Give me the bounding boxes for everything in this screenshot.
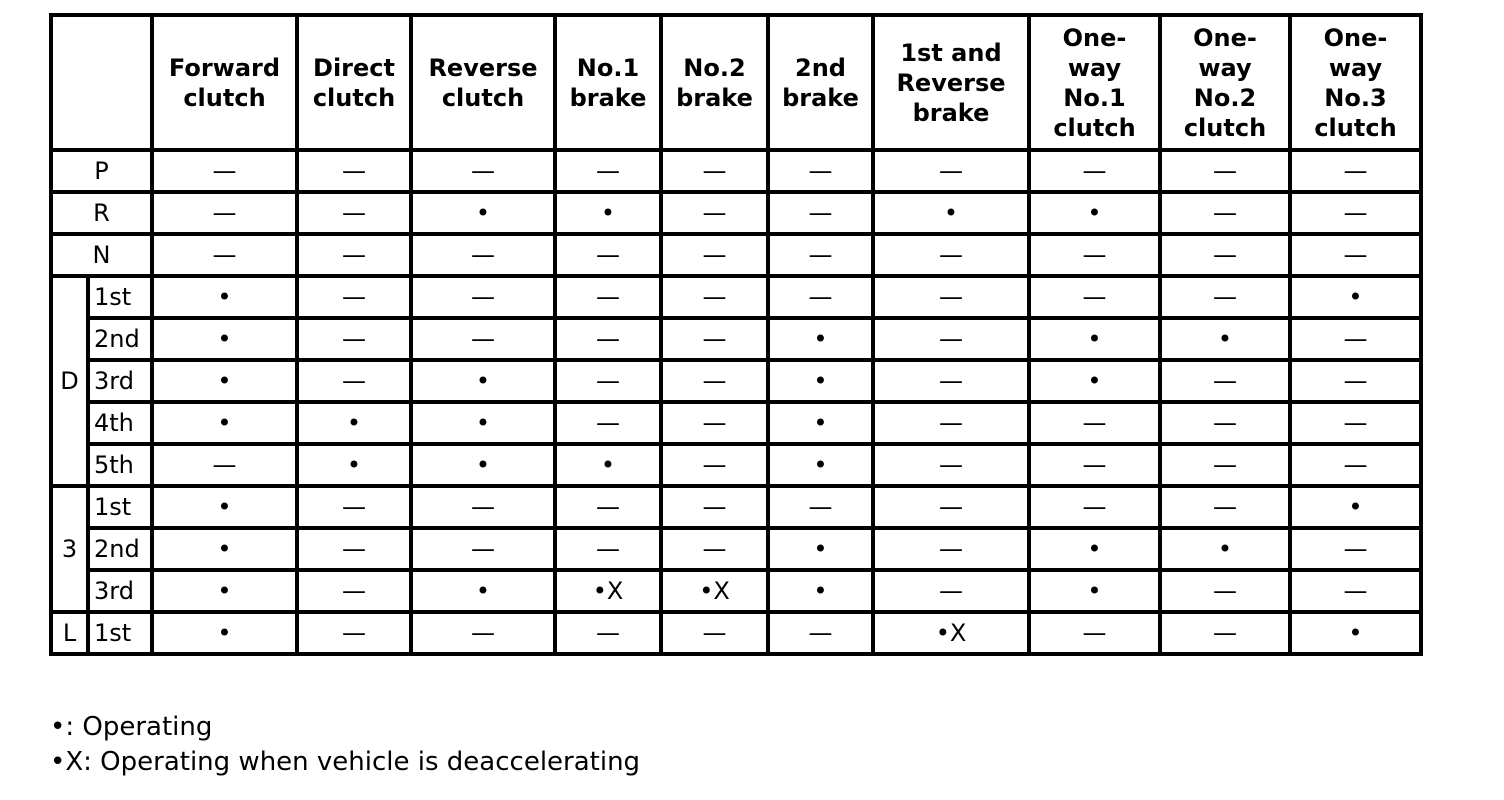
- range-label: R: [51, 192, 152, 234]
- column-header: [1029, 15, 1160, 150]
- status-cell: •: [1029, 192, 1160, 234]
- status-cell: —: [1160, 444, 1290, 486]
- status-cell: •: [152, 360, 297, 402]
- status-cell: —: [873, 528, 1029, 570]
- status-cell: —: [411, 234, 555, 276]
- status-cell: —: [1160, 486, 1290, 528]
- status-cell: —: [555, 234, 661, 276]
- status-cell: —: [873, 570, 1029, 612]
- status-cell: —: [555, 402, 661, 444]
- status-cell: —: [1160, 276, 1290, 318]
- column-header-text: 1st and Reverse brake: [896, 38, 1006, 127]
- status-cell: —: [661, 402, 768, 444]
- status-cell: —: [1160, 402, 1290, 444]
- status-cell: —: [152, 192, 297, 234]
- status-cell: •: [152, 612, 297, 654]
- status-cell: •: [1160, 318, 1290, 360]
- gear-label: 2nd: [88, 318, 152, 360]
- table-row: [51, 234, 1421, 276]
- status-cell: —: [873, 150, 1029, 192]
- table-row: [51, 570, 1421, 612]
- status-cell: •: [152, 402, 297, 444]
- status-cell: —: [1160, 192, 1290, 234]
- status-cell: —: [768, 486, 873, 528]
- status-cell: —: [1290, 444, 1421, 486]
- corner-cell: [51, 15, 152, 150]
- status-cell: —: [152, 444, 297, 486]
- status-cell: •X: [873, 612, 1029, 654]
- status-cell: —: [297, 192, 411, 234]
- status-cell: —: [152, 150, 297, 192]
- status-cell: •: [297, 402, 411, 444]
- table-row: [51, 360, 1421, 402]
- status-cell: —: [1160, 612, 1290, 654]
- status-cell: •: [152, 528, 297, 570]
- table-row: [51, 528, 1421, 570]
- gear-label: 1st: [88, 276, 152, 318]
- status-cell: —: [297, 612, 411, 654]
- column-header-text: No.2 brake: [676, 53, 753, 112]
- status-cell: —: [411, 486, 555, 528]
- gear-label: 3rd: [88, 570, 152, 612]
- status-cell: •: [873, 192, 1029, 234]
- status-cell: •: [152, 318, 297, 360]
- status-cell: —: [768, 234, 873, 276]
- table-row: [51, 276, 1421, 318]
- status-cell: —: [1029, 276, 1160, 318]
- gear-label: 4th: [88, 402, 152, 444]
- status-cell: —: [873, 276, 1029, 318]
- table-body: [51, 150, 1421, 654]
- status-cell: —: [661, 276, 768, 318]
- status-cell: —: [297, 318, 411, 360]
- status-cell: —: [555, 150, 661, 192]
- status-cell: —: [768, 192, 873, 234]
- gear-label: 3rd: [88, 360, 152, 402]
- column-header: [873, 15, 1029, 150]
- column-header-text: 2nd brake: [782, 53, 859, 112]
- column-header: [297, 15, 411, 150]
- range-group-label: 3: [51, 486, 88, 612]
- status-cell: —: [1160, 150, 1290, 192]
- status-cell: —: [873, 444, 1029, 486]
- column-header-text: One- way No.3 clutch: [1314, 23, 1397, 142]
- status-cell: —: [555, 612, 661, 654]
- status-cell: •: [1029, 570, 1160, 612]
- range-group-label: D: [51, 276, 88, 486]
- header-row: [51, 15, 1421, 150]
- status-cell: —: [873, 486, 1029, 528]
- status-cell: •X: [555, 570, 661, 612]
- status-cell: •: [768, 402, 873, 444]
- status-cell: —: [1290, 570, 1421, 612]
- gear-label: 1st: [88, 486, 152, 528]
- status-cell: —: [1029, 402, 1160, 444]
- status-cell: •: [411, 402, 555, 444]
- status-cell: —: [1290, 192, 1421, 234]
- status-cell: —: [411, 276, 555, 318]
- status-cell: •: [768, 528, 873, 570]
- status-cell: —: [1290, 402, 1421, 444]
- status-cell: —: [873, 360, 1029, 402]
- table-row: [51, 402, 1421, 444]
- column-header-text: One- way No.1 clutch: [1053, 23, 1136, 142]
- status-cell: •: [1160, 528, 1290, 570]
- status-cell: •: [555, 444, 661, 486]
- status-cell: —: [1290, 318, 1421, 360]
- status-cell: •: [1029, 318, 1160, 360]
- gear-label: 1st: [88, 612, 152, 654]
- range-label: N: [51, 234, 152, 276]
- status-cell: —: [411, 612, 555, 654]
- status-cell: —: [297, 360, 411, 402]
- status-cell: •: [1290, 612, 1421, 654]
- status-cell: —: [297, 486, 411, 528]
- status-cell: •: [152, 276, 297, 318]
- status-cell: •X: [661, 570, 768, 612]
- status-cell: •: [152, 486, 297, 528]
- status-cell: —: [661, 234, 768, 276]
- status-cell: —: [1290, 234, 1421, 276]
- table-row: [51, 150, 1421, 192]
- status-cell: —: [411, 528, 555, 570]
- status-cell: •: [555, 192, 661, 234]
- status-cell: —: [661, 360, 768, 402]
- status-cell: —: [1160, 360, 1290, 402]
- status-cell: •: [411, 360, 555, 402]
- status-cell: •: [1290, 486, 1421, 528]
- column-header-text: Direct clutch: [312, 53, 396, 112]
- column-header: [152, 15, 297, 150]
- table-row: [51, 192, 1421, 234]
- column-header-text: Reverse clutch: [428, 53, 538, 112]
- legend-operating: •: Operating: [50, 712, 213, 742]
- column-header: [1290, 15, 1421, 150]
- status-cell: —: [1029, 444, 1160, 486]
- operation-table: [49, 13, 1423, 656]
- gear-label: 5th: [88, 444, 152, 486]
- status-cell: —: [661, 192, 768, 234]
- status-cell: —: [661, 528, 768, 570]
- status-cell: —: [1290, 528, 1421, 570]
- status-cell: —: [411, 318, 555, 360]
- status-cell: •: [1290, 276, 1421, 318]
- gear-label: 2nd: [88, 528, 152, 570]
- table-row: [51, 444, 1421, 486]
- column-header-text: No.1 brake: [569, 53, 647, 112]
- status-cell: •: [768, 570, 873, 612]
- range-label: P: [51, 150, 152, 192]
- status-cell: —: [873, 234, 1029, 276]
- status-cell: •: [768, 360, 873, 402]
- range-group-label: L: [51, 612, 88, 654]
- status-cell: —: [661, 318, 768, 360]
- status-cell: —: [411, 150, 555, 192]
- status-cell: —: [1029, 150, 1160, 192]
- table-row: [51, 486, 1421, 528]
- status-cell: —: [1160, 570, 1290, 612]
- status-cell: —: [555, 360, 661, 402]
- legend-deaccelerating: •X: Operating when vehicle is deaccelerating: [50, 747, 641, 777]
- status-cell: •: [411, 192, 555, 234]
- column-header: [661, 15, 768, 150]
- status-cell: —: [873, 402, 1029, 444]
- status-cell: •: [768, 318, 873, 360]
- status-cell: —: [661, 486, 768, 528]
- status-cell: •: [768, 444, 873, 486]
- status-cell: •: [411, 570, 555, 612]
- table-row: [51, 318, 1421, 360]
- status-cell: —: [555, 318, 661, 360]
- status-cell: —: [555, 528, 661, 570]
- column-header: [411, 15, 555, 150]
- table-row: [51, 612, 1421, 654]
- column-header: [555, 15, 661, 150]
- status-cell: •: [411, 444, 555, 486]
- status-cell: —: [768, 612, 873, 654]
- status-cell: —: [152, 234, 297, 276]
- column-header-text: Forward clutch: [168, 53, 281, 112]
- status-cell: —: [661, 444, 768, 486]
- status-cell: —: [661, 150, 768, 192]
- status-cell: •: [297, 444, 411, 486]
- status-cell: —: [1029, 486, 1160, 528]
- status-cell: —: [768, 276, 873, 318]
- status-cell: —: [555, 486, 661, 528]
- column-header-text: One- way No.2 clutch: [1183, 23, 1267, 142]
- status-cell: •: [1029, 360, 1160, 402]
- status-cell: —: [1160, 234, 1290, 276]
- status-cell: —: [1029, 612, 1160, 654]
- status-cell: •: [1029, 528, 1160, 570]
- status-cell: —: [1029, 234, 1160, 276]
- column-header: [1160, 15, 1290, 150]
- status-cell: —: [297, 528, 411, 570]
- status-cell: —: [297, 150, 411, 192]
- column-header: [768, 15, 873, 150]
- status-cell: •: [152, 570, 297, 612]
- status-cell: —: [873, 318, 1029, 360]
- status-cell: —: [661, 612, 768, 654]
- status-cell: —: [768, 150, 873, 192]
- status-cell: —: [1290, 360, 1421, 402]
- status-cell: —: [297, 570, 411, 612]
- status-cell: —: [555, 276, 661, 318]
- status-cell: —: [297, 276, 411, 318]
- status-cell: —: [1290, 150, 1421, 192]
- status-cell: —: [297, 234, 411, 276]
